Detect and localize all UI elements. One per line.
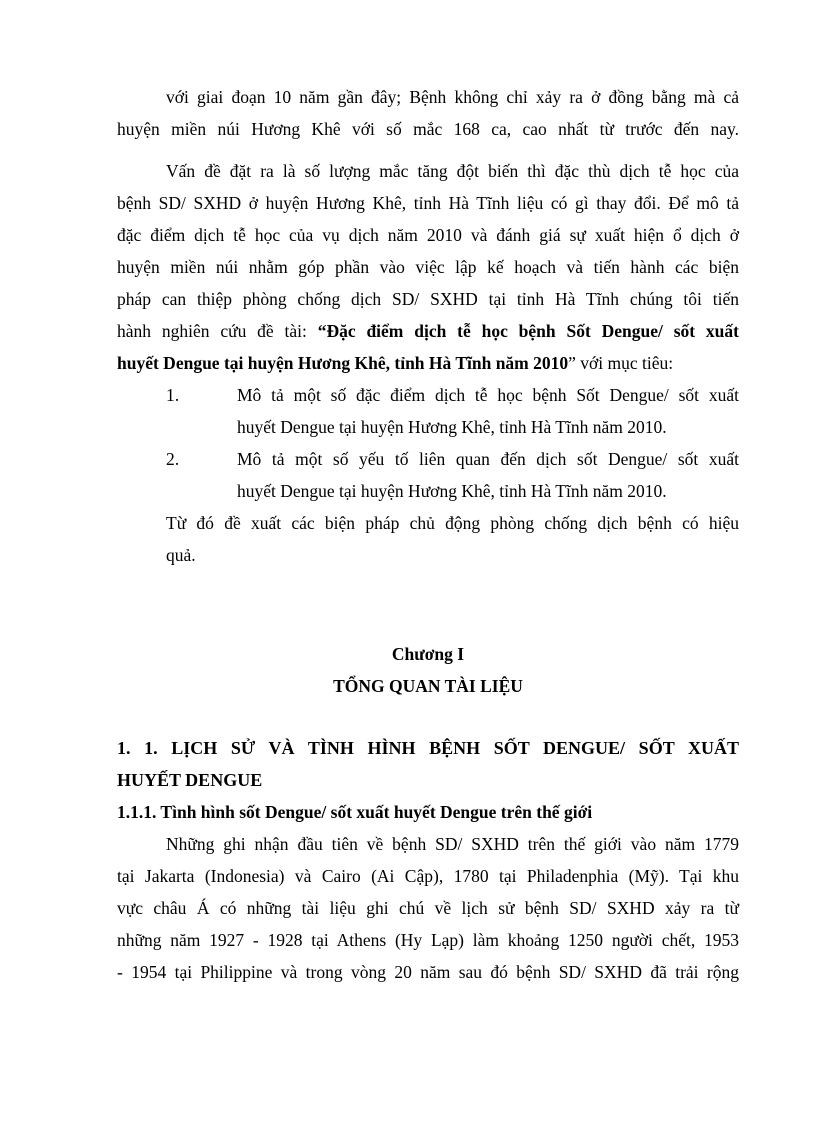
study-title-part-1: “Đặc điểm dịch tễ học bệnh Sốt Dengue/ sốt xuất [317,321,739,341]
objective-1-number: 1. [166,385,180,405]
intro-p2-line-4: huyện miền núi nhằm góp phần vào việc lập kế hoạch và tiến hành các biện [117,257,739,277]
section-heading-line-2: HUYẾT DENGUE [117,770,263,790]
intro-p1-line-1: với giai đoạn 10 năm gần đây; Bệnh không chỉ xảy ra ở đồng bằng mà cả [166,87,739,107]
subsection-title: 1.1.1. Tình hình sốt Dengue/ sốt xuất huyết Dengue trên thế giới [117,802,593,822]
body-line-5: - 1954 tại Philippine và trong vòng 20 năm sau đó bệnh SD/ SXHD đã trải rộng [117,962,739,982]
conclusion-line-2: quả. [166,545,196,565]
intro-p2-line-2: bệnh SD/ SXHD ở huyện Hương Khê, tỉnh Hà Tĩnh liệu có gì thay đổi. Để mô tả [117,193,739,213]
intro-p2-line-5: pháp can thiệp phòng chống dịch SD/ SXHD tại tỉnh Hà Tĩnh chúng tôi tiến [117,289,739,309]
body-line-3: vực châu Á có những tài liệu ghi chú về lịch sử bệnh SD/ SXHD xảy ra từ [117,898,739,918]
objective-2-number: 2. [166,449,180,469]
body-line-2: tại Jakarta (Indonesia) và Cairo (Ai Cập), 1780 tại Philadenphia (Mỹ). Tại khu [117,866,739,886]
study-title-part-2: huyết Dengue tại huyện Hương Khê, tỉnh Hà Tĩnh năm 2010 [117,353,569,373]
chapter-number: Chương I [391,644,465,664]
intro-p2-line-6 [117,320,739,342]
objective-1-line-1: Mô tả một số đặc điểm dịch tễ học bệnh Sốt Dengue/ sốt xuất [237,385,739,405]
conclusion-line-1: Từ đó đề xuất các biện pháp chủ động phòng chống dịch bệnh có hiệu [166,513,739,533]
intro-p2-line-3: đặc điểm dịch tễ học của vụ dịch năm 2010 và đánh giá sự xuất hiện ổ dịch ở [117,225,739,245]
intro-p1-line-2: huyện miền núi Hương Khê với số mắc 168 ca, cao nhất từ trước đến nay. [117,119,739,139]
intro-p2-line-6-text: hành nghiên cứu đề tài: [117,321,318,341]
intro-p2-line-7 [117,352,739,374]
intro-p2-line-1: Vấn đề đặt ra là số lượng mắc tăng đột biến thì đặc thù dịch tễ học của [166,161,739,181]
body-line-1: Những ghi nhận đầu tiên về bệnh SD/ SXHD trên thế giới vào năm 1779 [166,834,739,854]
chapter-title: TỔNG QUAN TÀI LIỆU [333,676,523,696]
objective-2-line-1: Mô tả một số yếu tố liên quan đến dịch sốt Dengue/ sốt xuất [237,449,739,469]
objective-2-line-2: huyết Dengue tại huyện Hương Khê, tỉnh Hà Tĩnh năm 2010. [237,481,667,501]
intro-p2-line-7-text: ” với mục tiêu: [568,353,674,373]
objective-1-line-2: huyết Dengue tại huyện Hương Khê, tỉnh Hà Tĩnh năm 2010. [237,417,667,437]
section-heading-line-1: 1. 1. LỊCH SỬ VÀ TÌNH HÌNH BỆNH SỐT DENGUE/ SỐT XUẤT [117,738,739,758]
body-line-4: những năm 1927 - 1928 tại Athens (Hy Lạp) làm khoảng 1250 người chết, 1953 [117,930,739,950]
